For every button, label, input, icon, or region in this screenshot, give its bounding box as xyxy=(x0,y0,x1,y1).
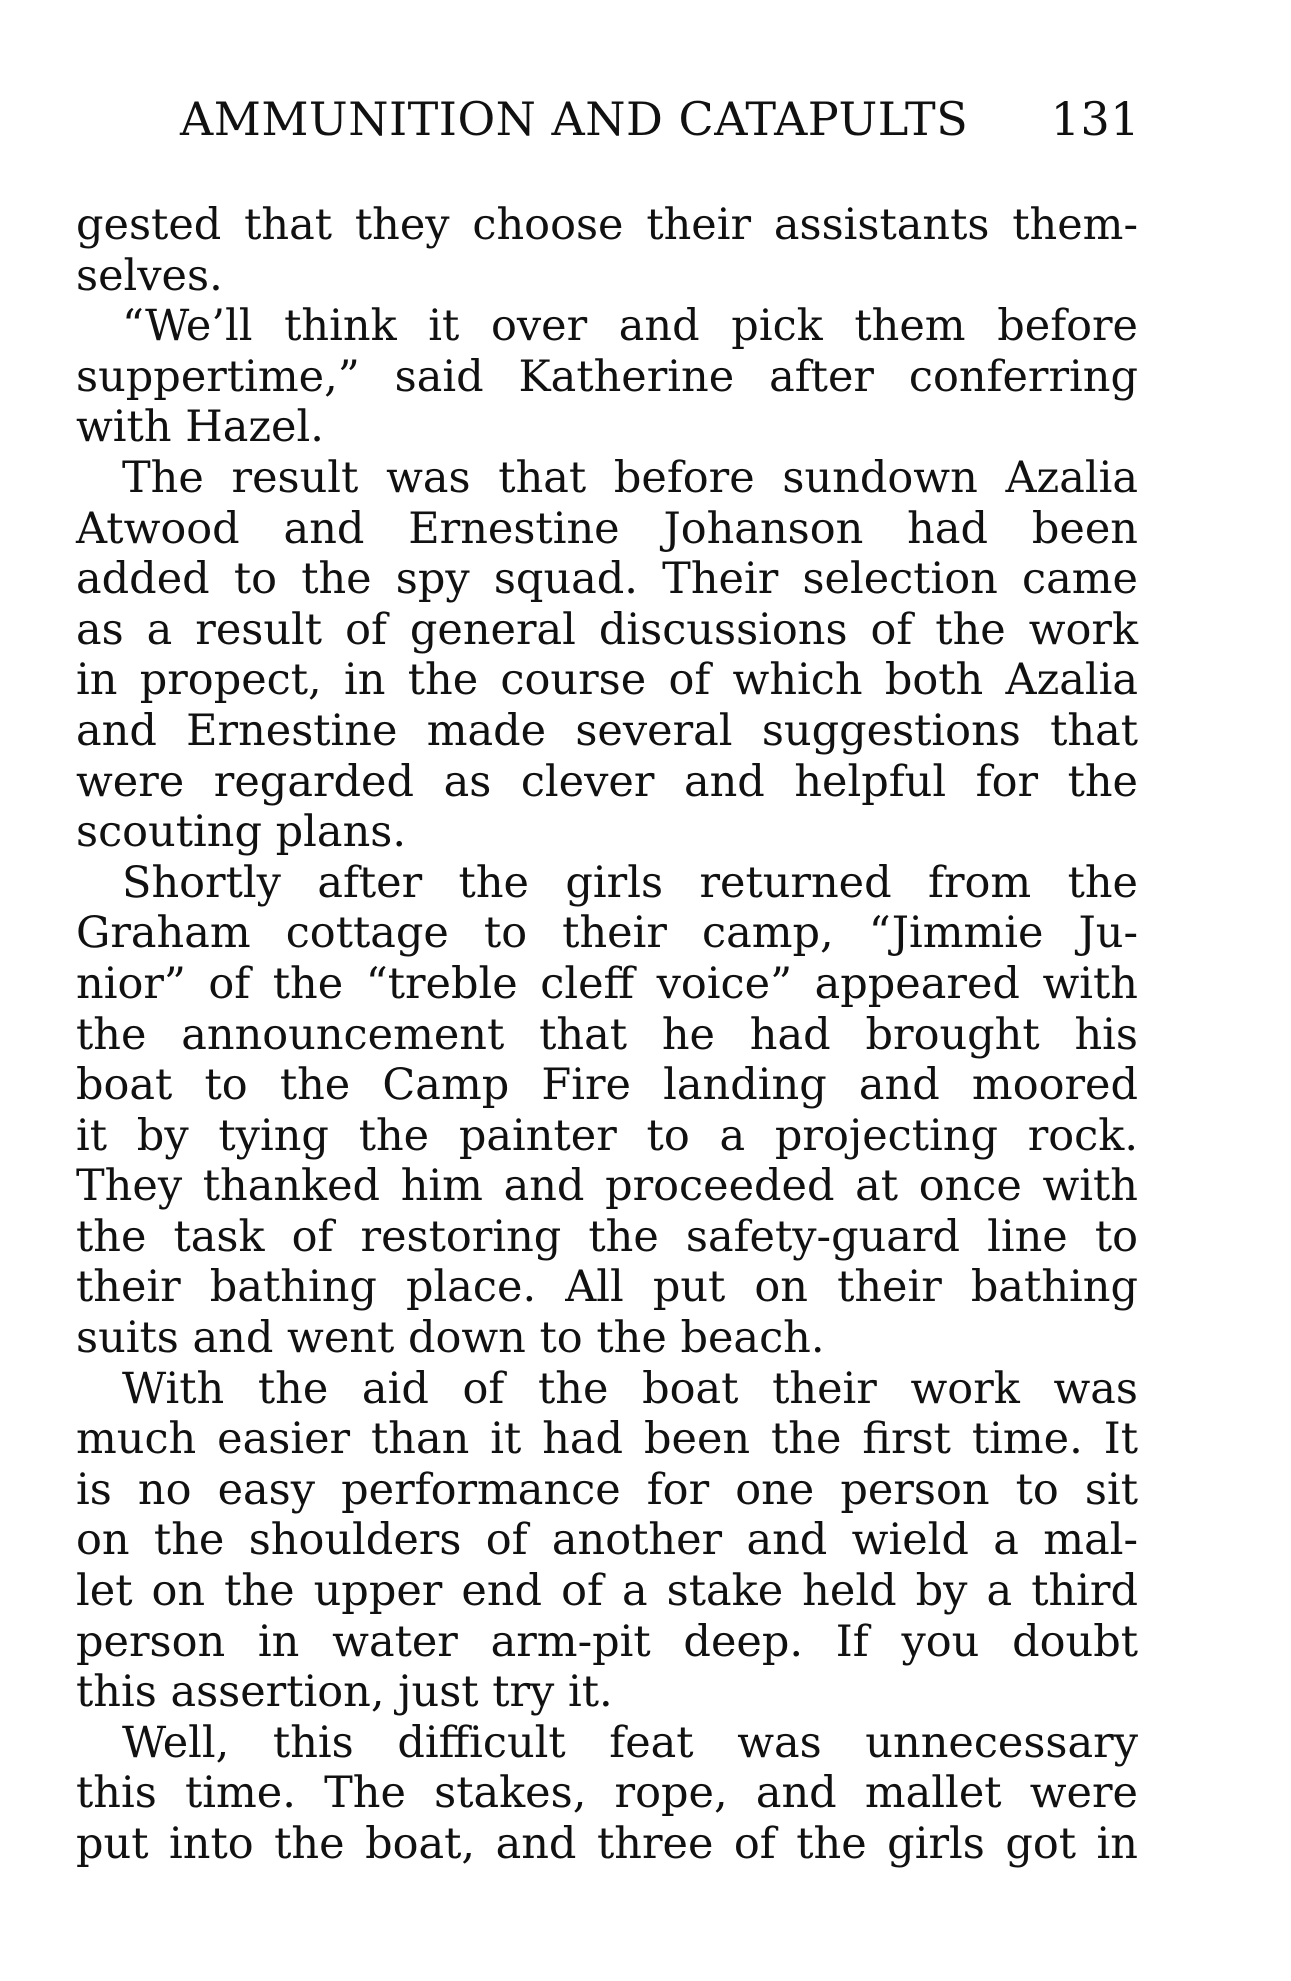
text-line: nior” of the “treble cleff voice” appeared with xyxy=(76,958,1138,1009)
body-text xyxy=(76,200,1138,1870)
text-line: as a result of general discussions of the work xyxy=(76,604,1138,655)
text-line: on the shoulders of another and wield a mal- xyxy=(76,1515,1138,1566)
text-line: suits and went down to the beach. xyxy=(76,1313,825,1364)
text-line: Graham cottage to their camp, “Jimmie Ju- xyxy=(76,908,1138,959)
text-line: gested that they choose their assistants them- xyxy=(76,200,1138,250)
text-line: selves. xyxy=(76,250,223,301)
text-line: put into the boat, and three of the girls got in xyxy=(76,1819,1138,1869)
text-line: They thanked him and proceeded at once with xyxy=(76,1161,1138,1212)
text-line: in propect, in the course of which both Azalia xyxy=(76,655,1138,706)
text-line: added to the spy squad. Their selection came xyxy=(76,554,1138,605)
page-number: 131 xyxy=(1050,92,1140,146)
text-line: were regarded as clever and helpful for the xyxy=(76,756,1138,807)
chapter-title: AMMUNITION AND CATAPULTS xyxy=(180,92,969,146)
text-line: “We’ll think it over and pick them before xyxy=(122,301,1138,352)
text-line: much easier than it had been the first time. It xyxy=(76,1414,1138,1465)
text-line: person in water arm-pit deep. If you doubt xyxy=(76,1616,1138,1667)
text-line: and Ernestine made several suggestions that xyxy=(76,705,1138,756)
text-line: Shortly after the girls returned from the xyxy=(122,857,1138,908)
text-line: the task of restoring the safety-guard line to xyxy=(76,1211,1138,1262)
text-line: boat to the Camp Fire landing and moored xyxy=(76,1060,1138,1111)
text-line: is no easy performance for one person to sit xyxy=(76,1464,1138,1515)
text-line: The result was that before sundown Azalia xyxy=(122,452,1138,503)
running-head xyxy=(180,92,1140,146)
text-line: With the aid of the boat their work was xyxy=(122,1363,1138,1414)
text-line: Atwood and Ernestine Johanson had been xyxy=(76,503,1138,554)
text-line: it by tying the painter to a projecting rock. xyxy=(76,1110,1138,1161)
text-line: suppertime,” said Katherine after conferring xyxy=(76,351,1138,402)
text-line: with Hazel. xyxy=(76,402,324,453)
text-line: let on the upper end of a stake held by a third xyxy=(76,1566,1138,1617)
text-line: scouting plans. xyxy=(76,807,406,858)
text-line: Well, this difficult feat was unnecessary xyxy=(122,1717,1138,1768)
text-line: the announcement that he had brought his xyxy=(76,1009,1138,1060)
text-line: this assertion, just try it. xyxy=(76,1667,613,1718)
text-line: their bathing place. All put on their bathing xyxy=(76,1262,1138,1313)
text-line: this time. The stakes, rope, and mallet were xyxy=(76,1768,1138,1819)
